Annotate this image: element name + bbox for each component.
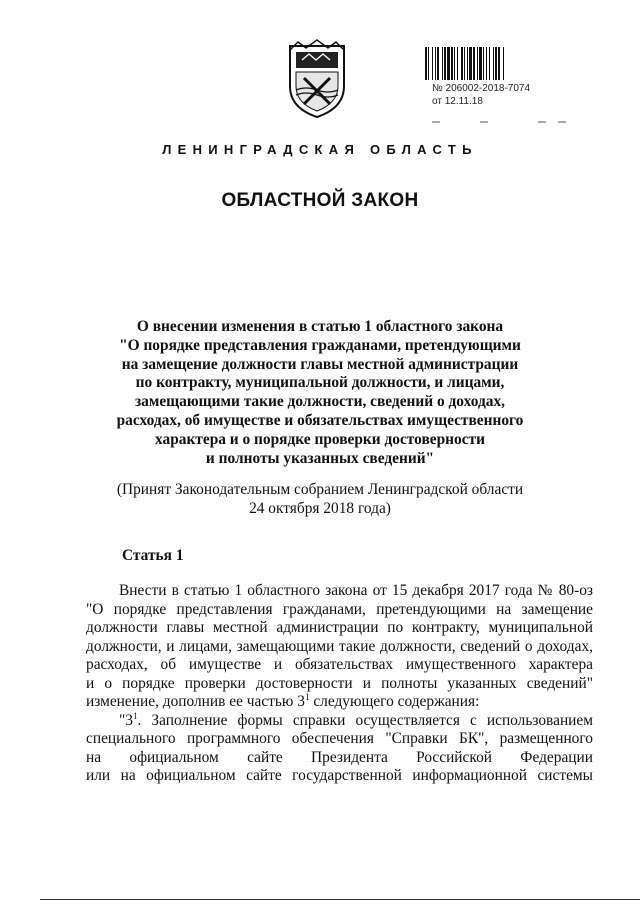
registration-block <box>432 82 530 108</box>
barcode-bar <box>473 47 475 80</box>
barcode-bar <box>461 47 463 80</box>
page-bottom-rule <box>40 899 640 900</box>
coat-of-arms-icon <box>282 38 352 120</box>
barcode-bar <box>437 47 439 80</box>
superscript: 1 <box>304 692 310 702</box>
body-text: следующего содержания: <box>309 693 480 710</box>
law-title <box>90 318 550 468</box>
body-line: или на официальном сайте государственной информационной системы <box>86 767 593 784</box>
barcode-bar <box>498 47 500 80</box>
barcode-bar <box>454 47 455 80</box>
title-line: характера и о порядке проверки достоверности <box>155 430 485 448</box>
article-body <box>86 582 593 786</box>
registration-date: от 12.11.18 <box>432 96 483 107</box>
barcode-bar <box>489 47 490 80</box>
adoption-note <box>90 481 550 518</box>
body-text: "3 <box>119 711 133 729</box>
body-line <box>86 712 593 731</box>
barcode-bar <box>503 47 504 80</box>
body-text: изменение, дополнив ее частью 3 <box>86 693 305 710</box>
barcode-bar <box>435 47 436 80</box>
title-line: и полноты указанных сведений" <box>205 449 435 467</box>
adoption-line: (Принят Законодательным собранием Ленинградской области <box>116 481 524 498</box>
body-text: . Заполнение формы справки осуществляется с использованием <box>137 711 593 729</box>
barcode-bar <box>428 47 429 80</box>
barcode-bar <box>467 47 468 80</box>
document-type-heading: ОБЛАСТНОЙ ЗАКОН <box>221 190 419 211</box>
body-line: на официальном сайте Президента Российской Федерации <box>86 748 593 766</box>
body-line: "О порядке представления гражданами, претендующими на замещение <box>86 600 593 618</box>
barcode-bar <box>464 47 465 80</box>
registration-number: № 206002-2018-7074 <box>432 83 531 94</box>
body-line: специального программного обеспечения "Справки БК", размещенного <box>86 730 593 747</box>
title-line: по контракту, муниципальной должности, и лицами, <box>135 374 505 392</box>
barcode-bar <box>444 47 446 80</box>
barcode-bar <box>451 47 453 80</box>
barcode-bar <box>493 47 494 80</box>
barcode-bar <box>442 47 443 80</box>
title-line: замещающими такие должности, сведений о доходах, <box>134 393 505 411</box>
title-line: на замещение должности главы местной администрации <box>121 355 519 373</box>
body-line: расходах, об имуществе и обязательствах имущественного характера <box>86 656 593 673</box>
title-line: О внесении изменения в статью 1 областного закона <box>136 318 504 335</box>
title-line: "О порядке представления гражданами, претендующими <box>119 336 521 354</box>
body-line <box>86 693 593 712</box>
article-heading: Статья 1 <box>122 547 184 564</box>
barcode-bar <box>447 47 450 80</box>
barcode-bar <box>483 47 484 80</box>
barcode-bar <box>432 47 433 80</box>
decorative-dashes <box>432 120 572 124</box>
barcode-bar <box>495 47 497 80</box>
superscript: 1 <box>132 710 138 721</box>
body-line: должности главы местной администрации по контракту, муниципальной <box>86 619 593 636</box>
body-line: должности, и лицами, замещающими такие должности, сведений о доходах, <box>86 637 593 655</box>
barcode-bar <box>479 47 482 80</box>
barcode-bar <box>469 47 472 80</box>
barcode-bar <box>477 47 478 80</box>
adoption-line: 24 октября 2018 года) <box>249 499 391 517</box>
barcode-bar <box>457 47 458 80</box>
region-heading: ЛЕНИНГРАДСКАЯ ОБЛАСТЬ <box>162 142 478 157</box>
body-line: Внести в статью 1 областного закона от 15 декабря 2017 года № 80-оз <box>119 582 593 599</box>
barcode-bar <box>486 47 487 80</box>
title-line: расходах, об имуществе и обязательствах имущественного <box>116 411 524 429</box>
barcode-icon <box>425 47 560 80</box>
body-line: и о порядке проверки достоверности и полноты указанных сведений" <box>86 674 593 692</box>
barcode-bar <box>425 47 427 80</box>
